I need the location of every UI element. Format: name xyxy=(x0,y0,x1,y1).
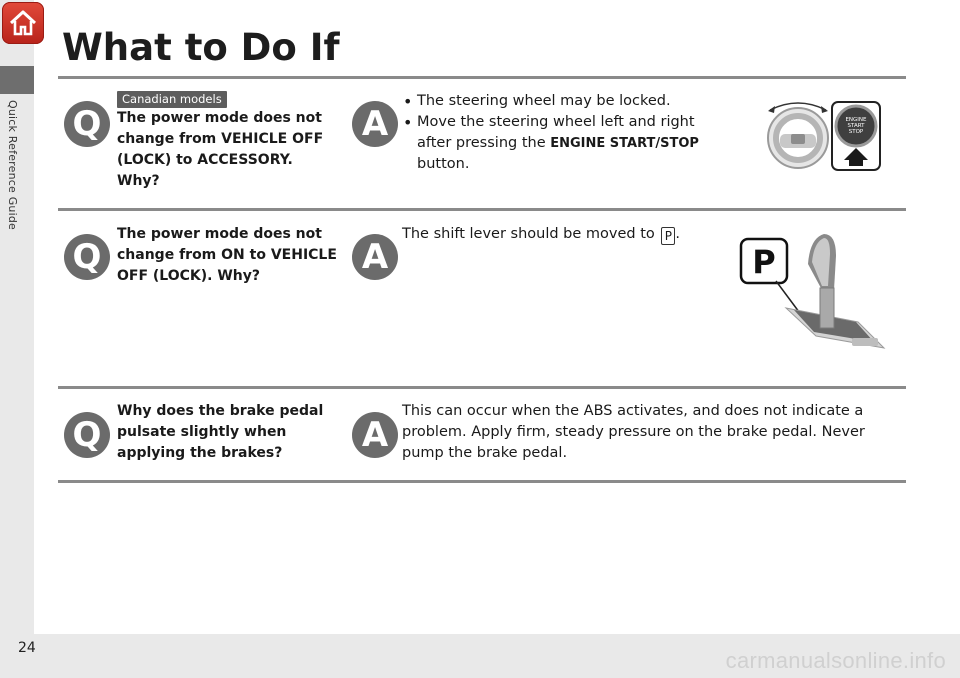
page-number: 24 xyxy=(18,640,36,656)
steering-wheel-illustration xyxy=(760,96,886,174)
button-name: ENGINE START/STOP xyxy=(550,136,699,151)
faq-question: Why does the brake pedal pulsate slightly when applying the brakes? xyxy=(117,403,324,461)
divider-rule xyxy=(58,386,906,389)
faq-answer xyxy=(402,91,722,175)
answer-badge-icon: A xyxy=(352,412,398,458)
divider-rule xyxy=(58,208,906,211)
park-callout: P xyxy=(752,243,776,281)
home-button[interactable] xyxy=(2,2,44,44)
engine-button-label: START xyxy=(847,123,865,129)
watermark: carmanualsonline.info xyxy=(725,648,946,673)
section-tab-marker xyxy=(0,66,34,94)
shift-lever-illustration xyxy=(738,226,890,370)
side-section-label: Quick Reference Guide xyxy=(6,100,19,230)
answer-badge-icon: A xyxy=(352,101,398,147)
answer-badge-icon: A xyxy=(352,234,398,280)
engine-button-label: STOP xyxy=(848,129,864,135)
faq-question: The power mode does not change from ON to VEHICLE OFF (LOCK). Why? xyxy=(117,226,337,284)
park-key-icon: P xyxy=(661,227,675,245)
answer-bullet: • The steering wheel may be locked. xyxy=(402,91,722,112)
divider-rule xyxy=(58,76,906,79)
page-title: What to Do If xyxy=(62,26,340,69)
home-icon xyxy=(8,8,38,38)
question-badge-icon: Q xyxy=(64,412,110,458)
faq-question: The power mode does not change from VEHICLE OFF (LOCK) to ACCESSORY. Why? xyxy=(117,110,324,189)
engine-button-label: ENGINE xyxy=(845,117,867,123)
faq-answer: The shift lever should be moved to P . xyxy=(402,226,680,243)
faq-answer: This can occur when the ABS activates, and does not indicate a problem. Apply firm, steady pressure on the brake pedal. Never pump the brake pedal. xyxy=(402,403,865,461)
divider-rule xyxy=(58,480,906,483)
answer-bullet: • Move the steering wheel left and right after pressing the ENGINE START/STOP button. xyxy=(402,112,722,175)
question-badge-icon: Q xyxy=(64,234,110,280)
model-tag: Canadian models xyxy=(117,91,227,108)
question-badge-icon: Q xyxy=(64,101,110,147)
